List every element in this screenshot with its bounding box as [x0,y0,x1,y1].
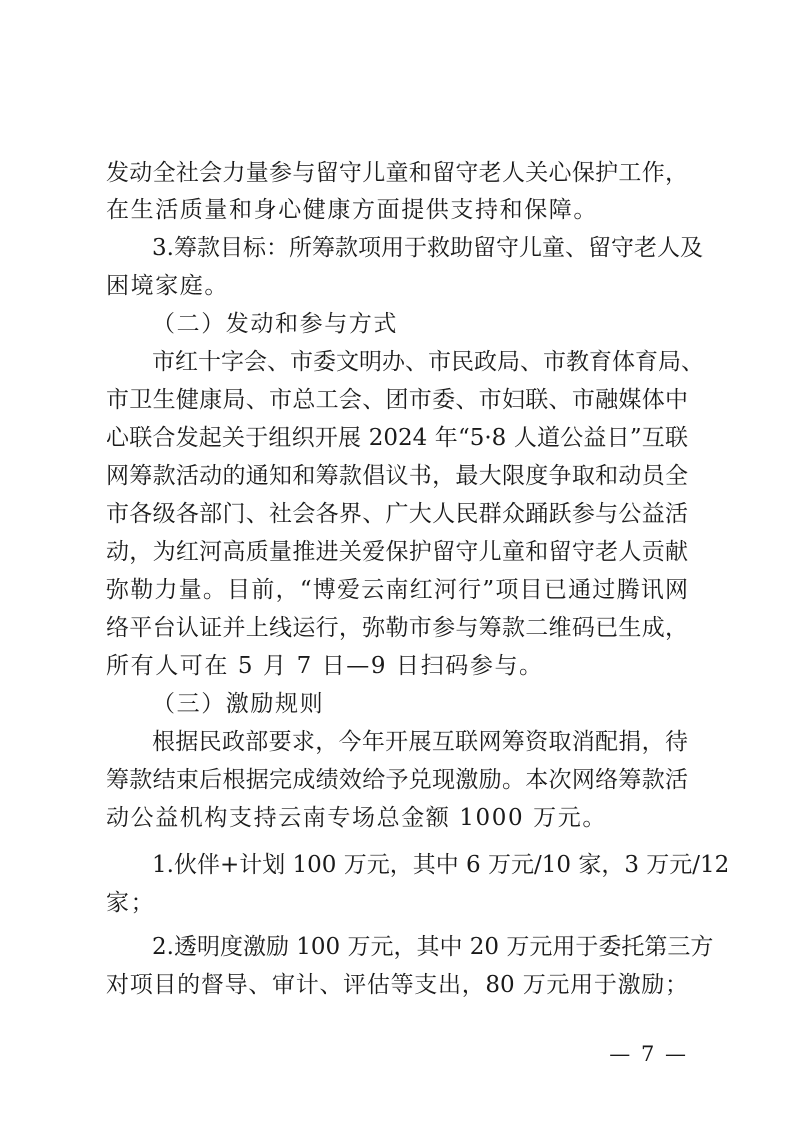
body-line: 家； [106,890,156,916]
body-line: 所有人可在 5 月 7 日—9 日扫码参与。 [106,653,544,679]
body-line: 络平台认证并上线运行，弥勒市参与筹款二维码已生成， [106,615,688,641]
body-line: 动公益机构支持云南专场总金额 1000 万元。 [106,805,607,831]
body-line: 1.伙伴+计划 100 万元，其中 6 万元/10 家，3 万元/12 [152,852,730,878]
body-line: 3.筹款目标：所筹款项用于救助留守儿童、留守老人及 [152,235,703,261]
body-line: 市红十字会、市委文明办、市民政局、市教育体育局、 [152,349,704,375]
body-line: 市卫生健康局、市总工会、团市委、市妇联、市融媒体中 [106,387,688,413]
body-line: 在生活质量和身心健康方面提供支持和保障。 [106,197,598,223]
body-line: 2.透明度激励 100 万元，其中 20 万元用于委托第三方 [152,934,714,960]
body-line: 对项目的督导、审计、评估等支出，80 万元用于激励； [106,972,688,998]
body-line: 网筹款活动的通知和筹款倡议书，最大限度争取和动员全 [106,463,688,489]
body-line: 筹款结束后根据完成绩效给予兑现激励。本次网络筹款活 [106,767,688,793]
body-line: 弥勒力量。目前，“博爱云南红河行”项目已通过腾讯网 [106,577,688,603]
body-line: 困境家庭。 [106,273,229,299]
body-line: 市各级各部门、社会各界、广大人民群众踊跃参与公益活 [106,501,688,527]
body-line: 发动全社会力量参与留守儿童和留守老人关心保护工作， [106,160,688,186]
body-line: 动，为红河高质量推进关爱保护留守儿童和留守老人贡献 [106,539,688,565]
body-line: 心联合发起关于组织开展 2024 年“5·8 人道公益日”互联 [106,425,688,451]
page-number: — 7 — [609,1042,688,1066]
section-heading: （二）发动和参与方式 [152,311,398,337]
section-heading: （三）激励规则 [152,691,325,717]
body-line: 根据民政部要求，今年开展互联网筹资取消配捐，待 [152,729,688,755]
